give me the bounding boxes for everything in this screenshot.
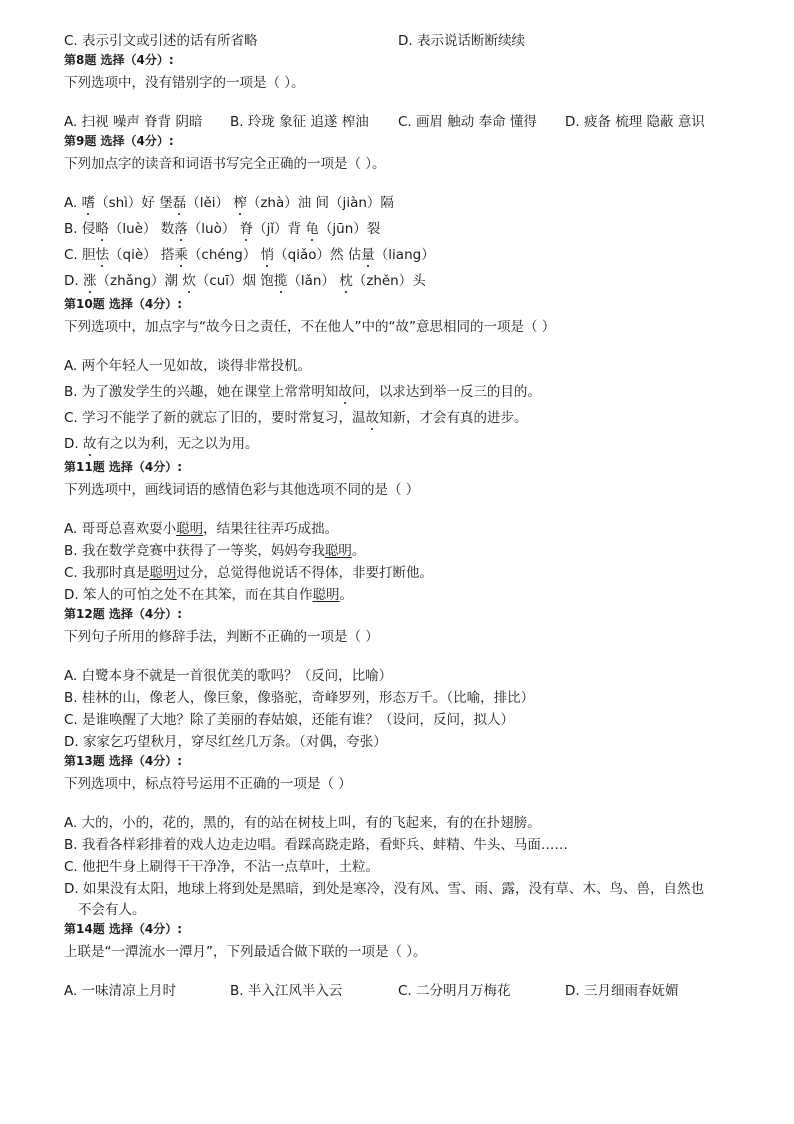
q9-d-text: D. [64, 273, 83, 289]
q9-c-dotted-char: 量 [361, 247, 375, 263]
q10-option-b [64, 383, 541, 401]
q9-a-text: （zhà）油 间 [246, 195, 330, 211]
q11-option-c [64, 564, 433, 582]
q10-c-text: C. 学习不能学了新的就忘了旧的，要时常复习，温 [64, 410, 366, 426]
q8-stem: 下列选项中，没有错别字的一项是（ ）。 [64, 75, 305, 91]
q12-option-c: C. 是谁唤醒了大地？除了美丽的春姑娘，还能有谁？（设问，反问，拟人） [64, 712, 515, 728]
q10-c-dotted-char: 故 [365, 410, 380, 426]
q12-option-b: B. 桂林的山，像老人，像巨象，像骆驼，奇峰罗列，形态万千。（比喻，排比） [64, 690, 535, 706]
q9-a-dotted-char: 榨 [233, 195, 247, 211]
q11-a-underlined-word: 聪明 [176, 521, 204, 537]
q10-d-text: D. [64, 436, 83, 452]
q10-d-dotted-char: 故 [82, 436, 97, 452]
q12-stem: 下列句子所用的修辞手法，判断不正确的一项是（ ） [64, 629, 379, 645]
q9-c-text: （qiè） 搭 [109, 247, 175, 263]
q9-b-text: （luè） 数 [108, 221, 175, 237]
q11-d-text: D. 笨人的可怕之处不在其笨，而在其自作 [64, 587, 313, 603]
q10-option-a: A. 两个年轻人一见如故，谈得非常投机。 [64, 358, 312, 374]
q9-d-dotted-char: 枕 [339, 273, 353, 289]
q13-option-a: A. 大的，小的，花的，黑的，有的站在树枝上叫，有的飞起来，有的在扑翅膀。 [64, 815, 541, 831]
q13-option-d: D. 如果没有太阳，地球上将到处是黑暗，到处是寒冷，没有风、雪、雨、露，没有草、木、鸟、兽，自然也 [64, 881, 704, 897]
q9-option-d [64, 272, 426, 290]
q11-c-underlined-word: 聪明 [149, 565, 177, 581]
q8-header: 第8题 选择（4分）: [64, 53, 174, 67]
q10-b-text: 问，以求达到举一反三的目的。 [351, 384, 541, 400]
q14-option-a: A. 一味清凉上月时 [64, 983, 177, 999]
q9-b-dotted-char: 落 [174, 221, 188, 237]
q9-a-text: A. [64, 195, 82, 211]
q9-c-dotted-char: 怯 [95, 247, 110, 263]
q9-d-dotted-char: 涨 [82, 273, 97, 289]
q11-option-a [64, 520, 338, 538]
q11-d-text: 。 [339, 587, 353, 603]
q9-d-text: （lǎn） [287, 273, 340, 289]
q10-b-dotted-char: 故 [338, 384, 352, 400]
q11-header: 第11题 选择（4分）: [64, 460, 183, 474]
q14-stem: 上联是“一潭流水一潭月”，下列最适合做下联的一项是（ ）。 [64, 944, 427, 960]
q13-stem: 下列选项中，标点符号运用不正确的一项是（ ） [64, 776, 352, 792]
q11-option-b [64, 542, 365, 560]
q9-d-text: （zhǎng）潮 [96, 273, 183, 289]
q10-option-d [64, 435, 258, 453]
q12-option-d: D. 家家乞巧望秋月，穿尽红丝几万条。（对偶，夸张） [64, 734, 387, 750]
q9-b-dotted-char: 略 [95, 221, 109, 237]
q9-option-a [64, 194, 394, 212]
q9-b-text: （jūn）裂 [318, 221, 381, 237]
q9-a-text: （lěi） [186, 195, 234, 211]
q9-d-dotted-char: 炊 [182, 273, 196, 289]
q11-b-underlined-word: 聪明 [324, 543, 352, 559]
q8-option-b: B. 玲珑 象征 追遂 榨油 [230, 114, 369, 130]
q7-option-d: D. 表示说话断断续续 [398, 33, 525, 49]
q14-option-b: B. 半入江风半入云 [230, 983, 343, 999]
q11-option-d [64, 586, 353, 604]
q9-option-c [64, 246, 435, 264]
q9-d-text: （zhěn）头 [352, 273, 426, 289]
q12-header: 第12题 选择（4分）: [64, 607, 183, 621]
q8-option-c: C. 画眉 触动 奉命 懂得 [398, 114, 537, 130]
q11-a-text: ，结果往往弄巧成拙。 [203, 521, 339, 537]
q11-d-underlined-word: 聪明 [312, 587, 340, 603]
q9-d-text: （cuī）烟 饱 [195, 273, 274, 289]
q10-header: 第10题 选择（4分）: [64, 297, 183, 311]
q9-a-dotted-char: 嗜 [81, 195, 96, 211]
q13-option-b: B. 我看各样彩排着的戏人边走边唱。看踩高跷走路，看虾兵、蚌精、牛头、马面…… [64, 837, 568, 853]
q14-option-d: D. 三月细雨春妩媚 [565, 983, 679, 999]
q8-option-a: A. 扫视 噪声 脊背 阴暗 [64, 114, 203, 130]
q9-c-dotted-char: 乘 [174, 247, 188, 263]
q10-c-text: 知新，才会有真的进步。 [379, 410, 528, 426]
q14-header: 第14题 选择（4分）: [64, 922, 183, 936]
q9-b-text: （luò） [187, 221, 240, 237]
q9-option-b [64, 220, 380, 238]
q8-option-d: D. 疲备 梳理 隐蔽 意识 [565, 114, 705, 130]
q11-b-text: B. 我在数学竞赛中获得了一等奖，妈妈夸我 [64, 543, 325, 559]
q12-option-a: A. 白鹭本身不就是一首很优美的歌吗？（反问，比喻） [64, 668, 393, 684]
q9-d-dotted-char: 揽 [273, 273, 288, 289]
q9-a-text: （jiàn）隔 [329, 195, 394, 211]
q9-a-dotted-char: 磊 [172, 195, 187, 211]
q11-c-text: 过分，总觉得他说话不得体，非要打断他。 [176, 565, 434, 581]
q7-option-c: C. 表示引文或引述的话有所省略 [64, 33, 258, 49]
q9-stem: 下列加点字的读音和词语书写完全正确的一项是（ ）。 [64, 156, 386, 172]
q10-b-text: B. 为了激发学生的兴趣，她在课堂上常常明知 [64, 384, 339, 400]
q10-option-c [64, 409, 528, 427]
q9-c-text: （liang） [374, 247, 435, 263]
q9-a-text: （shì）好 堡 [95, 195, 173, 211]
q10-d-text: 有之以为利，无之以为用。 [96, 436, 259, 452]
q11-b-text: 。 [351, 543, 366, 559]
q9-c-text: （chéng） [187, 247, 261, 263]
q9-c-dotted-char: 悄 [260, 247, 275, 263]
q11-stem: 下列选项中，画线词语的感情色彩与其他选项不同的是（ ） [64, 482, 420, 498]
q13-option-c: C. 他把牛身上刷得干干净净，不沾一点草叶，土粒。 [64, 859, 380, 875]
q9-b-text: （jǐ）背 [253, 221, 306, 237]
q11-c-text: C. 我那时真是 [64, 565, 150, 581]
q9-b-text: B. 侵 [64, 221, 96, 237]
q9-c-text: C. 胆 [64, 247, 96, 263]
q10-stem: 下列选项中，加点字与“故今日之责任，不在他人”中的“故”意思相同的一项是（ ） [64, 319, 556, 335]
q9-b-dotted-char: 脊 [239, 221, 254, 237]
q13-header: 第13题 选择（4分）: [64, 754, 183, 768]
q9-c-text: （qiǎo）然 估 [274, 247, 362, 263]
q9-header: 第9题 选择（4分）: [64, 134, 174, 148]
q11-a-text: A. 哥哥总喜欢耍小 [64, 521, 177, 537]
q9-b-dotted-char: 龟 [305, 221, 319, 237]
q13-option-d-continued: 不会有人。 [78, 902, 146, 918]
q14-option-c: C. 二分明月万梅花 [398, 983, 511, 999]
